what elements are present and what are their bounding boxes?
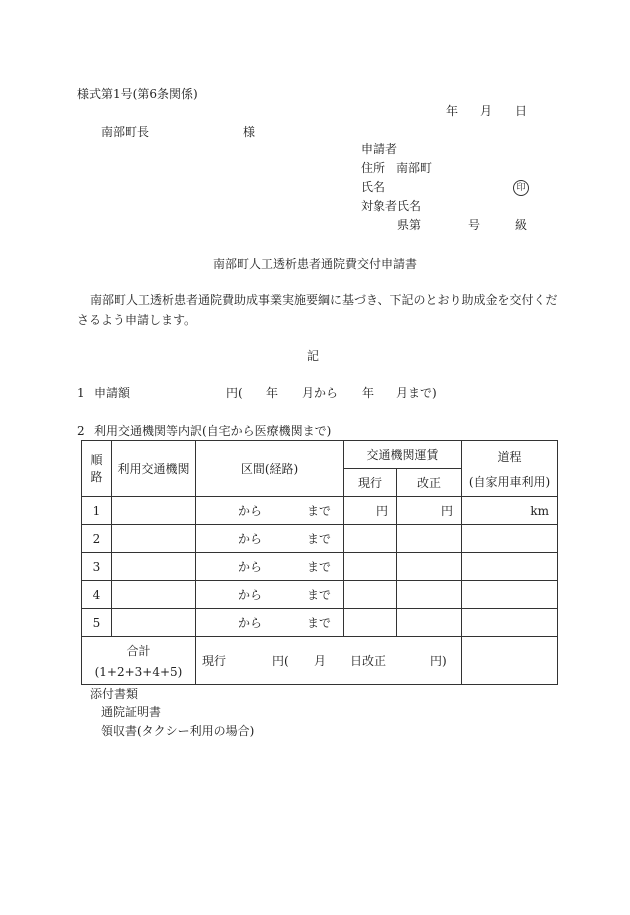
- distance-cell[interactable]: [462, 525, 558, 553]
- form-label: 様式第1号(第6条関係): [77, 87, 198, 101]
- fare-revised-cell[interactable]: 円: [397, 497, 462, 525]
- section1-year1: 年: [266, 386, 279, 400]
- grade-label: 級: [515, 218, 528, 232]
- table-row: [82, 581, 558, 609]
- distance-cell[interactable]: [462, 553, 558, 581]
- fare-revised-cell[interactable]: [397, 609, 462, 637]
- applicant-label: 申請者: [361, 142, 398, 156]
- attachments-label: 添付書類: [90, 687, 139, 701]
- address-value: 南部町: [396, 161, 433, 175]
- table-row: [82, 553, 558, 581]
- table-row: [82, 609, 558, 637]
- body-text-line2: さるよう申請します。: [77, 313, 197, 327]
- transport-cell[interactable]: [112, 497, 196, 525]
- header-transport: 利用交通機関: [112, 441, 196, 497]
- address-label: 住所: [361, 161, 386, 175]
- body-text-line1: 南部町人工透析患者通院費助成事業実施要綱に基づき、下記のとおり助成金を交付くだ: [90, 293, 558, 307]
- row-number: 4: [82, 581, 112, 609]
- date-day: 日: [515, 104, 528, 118]
- route-cell[interactable]: から まで: [196, 553, 344, 581]
- table-row: [82, 497, 558, 525]
- prefecture-label: 県第: [397, 218, 422, 232]
- addressee-name: 南部町長: [101, 125, 150, 139]
- transport-table: [81, 440, 558, 685]
- ki-heading: 記: [307, 349, 320, 363]
- total-amount-cell[interactable]: 現行 円( 月 日改正 円): [196, 637, 462, 685]
- section2-label: 利用交通機関等内訳(自宅から医療機関まで): [94, 424, 332, 438]
- target-name-label: 対象者氏名: [361, 199, 422, 213]
- section2-number: 2: [77, 424, 85, 438]
- route-cell[interactable]: から まで: [196, 581, 344, 609]
- addressee-honorific: 様: [243, 125, 256, 139]
- header-fare-current: 現行: [344, 469, 397, 497]
- row-number: 3: [82, 553, 112, 581]
- date-year: 年: [446, 104, 459, 118]
- transport-cell[interactable]: [112, 581, 196, 609]
- fare-revised-cell[interactable]: [397, 525, 462, 553]
- section1-number: 1: [77, 386, 85, 400]
- attachment-item: 通院証明書: [101, 705, 162, 719]
- distance-cell[interactable]: [462, 609, 558, 637]
- distance-cell[interactable]: km: [462, 497, 558, 525]
- route-cell[interactable]: から まで: [196, 609, 344, 637]
- total-distance-cell[interactable]: [462, 637, 558, 685]
- fare-current-cell[interactable]: 円: [344, 497, 397, 525]
- transport-cell[interactable]: [112, 609, 196, 637]
- route-cell[interactable]: から まで: [196, 497, 344, 525]
- header-fare-revised: 改正: [397, 469, 462, 497]
- transport-cell[interactable]: [112, 525, 196, 553]
- row-number: 2: [82, 525, 112, 553]
- total-label-cell: 合計 (1+2+3+4+5): [82, 637, 196, 685]
- name-label: 氏名: [361, 180, 386, 194]
- row-number: 5: [82, 609, 112, 637]
- attachment-item: 領収書(タクシー利用の場合): [101, 724, 255, 738]
- fare-revised-cell[interactable]: [397, 553, 462, 581]
- row-number: 1: [82, 497, 112, 525]
- total-row: [82, 637, 558, 685]
- section1-month-to: 月まで): [396, 386, 437, 400]
- number-label: 号: [468, 218, 481, 232]
- header-order: 順路: [82, 441, 112, 497]
- distance-cell[interactable]: [462, 581, 558, 609]
- header-route: 区間(経路): [196, 441, 344, 497]
- fare-current-cell[interactable]: [344, 525, 397, 553]
- header-distance: 道程 (自家用車利用): [462, 441, 558, 497]
- seal-mark: 印: [513, 180, 529, 196]
- header-fare: 交通機関運賃: [344, 441, 462, 469]
- section1-yen: 円(: [226, 386, 243, 400]
- document-title: 南部町人工透析患者通院費交付申請書: [213, 257, 418, 271]
- section1-year2: 年: [362, 386, 375, 400]
- date-month: 月: [480, 104, 493, 118]
- fare-revised-cell[interactable]: [397, 581, 462, 609]
- transport-cell[interactable]: [112, 553, 196, 581]
- fare-current-cell[interactable]: [344, 553, 397, 581]
- section1-month-from: 月から: [302, 386, 339, 400]
- fare-current-cell[interactable]: [344, 609, 397, 637]
- route-cell[interactable]: から まで: [196, 525, 344, 553]
- table-row: [82, 525, 558, 553]
- fare-current-cell[interactable]: [344, 581, 397, 609]
- section1-label: 申請額: [94, 386, 131, 400]
